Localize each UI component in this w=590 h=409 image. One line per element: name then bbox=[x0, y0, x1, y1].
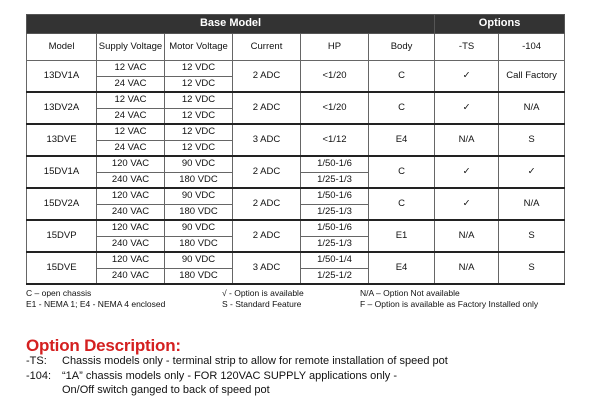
motor-voltage-cell: 90 VDC bbox=[165, 252, 233, 268]
model-cell: 15DV2A bbox=[27, 188, 97, 220]
table-row bbox=[27, 92, 565, 108]
supply-voltage-cell: 120 VAC bbox=[97, 188, 165, 204]
supply-voltage-cell: 120 VAC bbox=[97, 252, 165, 268]
supply-voltage-cell: 24 VAC bbox=[97, 108, 165, 124]
option-ts-text: Chassis models only - terminal strip to allow for remote installation of speed pot bbox=[62, 355, 448, 367]
ts-option-cell: ✓ bbox=[435, 188, 499, 220]
model-cell: 13DV1A bbox=[27, 61, 97, 93]
model-cell: 13DV2A bbox=[27, 92, 97, 124]
table-row bbox=[27, 124, 565, 140]
hp-cell: 1/50-1/6 bbox=[301, 220, 369, 236]
option-104-text-2: On/Off switch ganged to back of speed pot bbox=[62, 384, 270, 396]
supply-voltage-cell: 24 VAC bbox=[97, 76, 165, 92]
legend-line: √ - Option is available bbox=[222, 288, 304, 298]
col-supply-voltage: Supply Voltage bbox=[97, 34, 165, 61]
ts-option-cell: ✓ bbox=[435, 156, 499, 188]
table-row bbox=[27, 61, 565, 77]
legend-line: E1 - NEMA 1; E4 - NEMA 4 enclosed bbox=[26, 299, 166, 309]
legend-line: S - Standard Feature bbox=[222, 299, 302, 309]
body-cell: C bbox=[369, 61, 435, 93]
supply-voltage-cell: 12 VAC bbox=[97, 61, 165, 77]
body-cell: E4 bbox=[369, 124, 435, 156]
option-104-cell: S bbox=[499, 252, 565, 284]
hp-cell: <1/12 bbox=[301, 124, 369, 156]
table-row bbox=[27, 188, 565, 204]
motor-voltage-cell: 180 VDC bbox=[165, 172, 233, 188]
supply-voltage-cell: 240 VAC bbox=[97, 268, 165, 284]
table-row bbox=[27, 252, 565, 268]
col-motor-voltage: Motor Voltage bbox=[165, 34, 233, 61]
spec-table-body bbox=[27, 61, 565, 285]
table-row bbox=[27, 156, 565, 172]
motor-voltage-cell: 12 VDC bbox=[165, 61, 233, 77]
option-ts-key: -TS: bbox=[26, 355, 47, 367]
legend-line: F – Option is available as Factory Installed only bbox=[360, 299, 539, 309]
supply-voltage-cell: 240 VAC bbox=[97, 172, 165, 188]
motor-voltage-cell: 12 VDC bbox=[165, 124, 233, 140]
body-cell: C bbox=[369, 92, 435, 124]
option-104-cell: Call Factory bbox=[499, 61, 565, 93]
hp-cell: 1/25-1/3 bbox=[301, 204, 369, 220]
col-ts: -TS bbox=[435, 34, 499, 61]
ts-option-cell: N/A bbox=[435, 220, 499, 252]
col-104: -104 bbox=[499, 34, 565, 61]
hp-cell: 1/50-1/6 bbox=[301, 188, 369, 204]
model-cell: 15DVE bbox=[27, 252, 97, 284]
body-cell: E4 bbox=[369, 252, 435, 284]
hp-cell: 1/50-1/6 bbox=[301, 156, 369, 172]
motor-voltage-cell: 90 VDC bbox=[165, 220, 233, 236]
col-model: Model bbox=[27, 34, 97, 61]
body-cell: E1 bbox=[369, 220, 435, 252]
current-cell: 3 ADC bbox=[233, 124, 301, 156]
option-ts-line bbox=[26, 355, 448, 367]
hp-cell: 1/25-1/3 bbox=[301, 172, 369, 188]
option-104-line bbox=[26, 370, 397, 382]
col-current: Current bbox=[233, 34, 301, 61]
supply-voltage-cell: 120 VAC bbox=[97, 156, 165, 172]
model-cell: 15DVP bbox=[27, 220, 97, 252]
option-104-line-2 bbox=[26, 384, 270, 396]
supply-voltage-cell: 24 VAC bbox=[97, 140, 165, 156]
body-cell: C bbox=[369, 188, 435, 220]
model-cell: 15DV1A bbox=[27, 156, 97, 188]
col-hp: HP bbox=[301, 34, 369, 61]
supply-voltage-cell: 240 VAC bbox=[97, 236, 165, 252]
current-cell: 2 ADC bbox=[233, 92, 301, 124]
ts-option-cell: ✓ bbox=[435, 61, 499, 93]
hp-cell: <1/20 bbox=[301, 61, 369, 93]
option-104-text: “1A” chassis models only - FOR 120VAC SUPPLY applications only - bbox=[62, 370, 398, 382]
hp-cell: 1/25-1/2 bbox=[301, 268, 369, 284]
ts-option-cell: N/A bbox=[435, 124, 499, 156]
ts-option-cell: ✓ bbox=[435, 92, 499, 124]
current-cell: 2 ADC bbox=[233, 61, 301, 93]
motor-voltage-cell: 12 VDC bbox=[165, 140, 233, 156]
table-row bbox=[27, 220, 565, 236]
hp-cell: 1/50-1/4 bbox=[301, 252, 369, 268]
hp-cell: 1/25-1/3 bbox=[301, 236, 369, 252]
motor-voltage-cell: 180 VDC bbox=[165, 236, 233, 252]
model-cell: 13DVE bbox=[27, 124, 97, 156]
option-104-cell: ✓ bbox=[499, 156, 565, 188]
option-description-title: Option Description: bbox=[26, 336, 181, 355]
supply-voltage-cell: 12 VAC bbox=[97, 124, 165, 140]
base-model-header: Base Model bbox=[27, 15, 435, 34]
motor-voltage-cell: 180 VDC bbox=[165, 204, 233, 220]
motor-voltage-cell: 12 VDC bbox=[165, 76, 233, 92]
option-104-cell: S bbox=[499, 124, 565, 156]
legend-symbols bbox=[222, 288, 304, 310]
legend-line: C – open chassis bbox=[26, 288, 92, 298]
legend-body-codes bbox=[26, 288, 165, 310]
option-104-cell: N/A bbox=[499, 188, 565, 220]
current-cell: 2 ADC bbox=[233, 188, 301, 220]
legend-line: N/A – Option Not available bbox=[360, 288, 460, 298]
body-cell: C bbox=[369, 156, 435, 188]
motor-voltage-cell: 90 VDC bbox=[165, 156, 233, 172]
option-104-key: -104: bbox=[26, 370, 52, 382]
option-104-cell: S bbox=[499, 220, 565, 252]
current-cell: 2 ADC bbox=[233, 220, 301, 252]
hp-cell: <1/20 bbox=[301, 92, 369, 124]
motor-voltage-cell: 180 VDC bbox=[165, 268, 233, 284]
current-cell: 2 ADC bbox=[233, 156, 301, 188]
current-cell: 3 ADC bbox=[233, 252, 301, 284]
supply-voltage-cell: 12 VAC bbox=[97, 92, 165, 108]
ts-option-cell: N/A bbox=[435, 252, 499, 284]
col-body: Body bbox=[369, 34, 435, 61]
supply-voltage-cell: 240 VAC bbox=[97, 204, 165, 220]
option-104-cell: N/A bbox=[499, 92, 565, 124]
motor-voltage-cell: 12 VDC bbox=[165, 108, 233, 124]
options-header: Options bbox=[435, 15, 565, 34]
motor-voltage-cell: 12 VDC bbox=[165, 92, 233, 108]
legend-availability bbox=[360, 288, 538, 310]
motor-voltage-cell: 90 VDC bbox=[165, 188, 233, 204]
supply-voltage-cell: 120 VAC bbox=[97, 220, 165, 236]
spec-table bbox=[26, 14, 565, 285]
